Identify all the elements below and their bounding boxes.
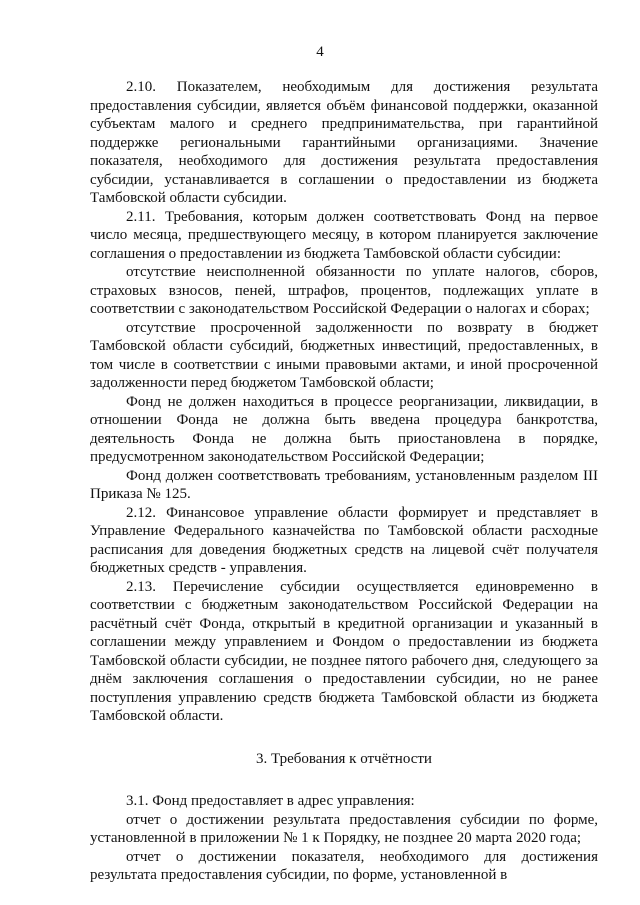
page-number: 4	[316, 44, 324, 60]
paragraph-2-13: 2.13. Перечисление субсидии осуществляется единовременно в соответствии с бюджетным законодательством Российской Федерации на расчётный счёт Фонда, открытый в кредитной организации и указанный в соглашении между управлением и Фондом о предоставлении из бюджета Тамбовской области субсидии, не позднее пятого рабочего дня, следующего за днём заключения соглашения о предоставлении субсидии, но не ранее поступления управлению средств бюджета Тамбовской области из бюджета Тамбовской области.	[90, 578, 598, 724]
paragraph-3-1: 3.1. Фонд предоставляет в адрес управления:	[126, 793, 415, 809]
paragraph-requirements: Фонд должен соответствовать требованиям, установленным разделом III Приказа № 125.	[90, 467, 598, 502]
paragraph-2-10: 2.10. Показателем, необходимым для достижения результата предоставления субсидии, является объём финансовой поддержки, оказанной субъектам малого и среднего предпринимательства, при гарантийной поддержке региональными гарантийными организациями. Значение показателя, необходимого для достижения результата предоставления субсидии, устанавливается в соглашении о предоставлении из бюджета Тамбовской области субсидии.	[90, 79, 598, 206]
document-body	[90, 78, 598, 885]
paragraph-2-11: 2.11. Требования, которым должен соответствовать Фонд на первое число месяца, предшествующего месяцу, в котором планируется заключение соглашения о предоставлении из бюджета Тамбовской области субсидии:	[90, 208, 598, 262]
paragraph-2-12: 2.12. Финансовое управление области формирует и представляет в Управление Федерального казначейства по Тамбовской области расходные расписания для доведения бюджетных средств на лицевой счёт получателя бюджетных средств - управления.	[90, 504, 598, 576]
paragraph-report-result: отчет о достижении результата предоставления субсидии по форме, установленной в приложении № 1 к Порядку, не позднее 20 марта 2020 года;	[90, 811, 598, 846]
paragraph-report-indicator: отчет о достижении показателя, необходимого для достижения результата предоставления субсидии, по форме, установленной в	[90, 848, 598, 883]
paragraph-overdue-debt: отсутствие просроченной задолженности по возврату в бюджет Тамбовской области субсидий, бюджетных инвестиций, предоставленных, в том числе в соответствии с иными правовыми актами, и иной просроченной задолженности перед бюджетом Тамбовской области;	[90, 319, 598, 391]
section-heading: 3. Требования к отчётности	[256, 750, 432, 767]
paragraph-reorganization: Фонд не должен находиться в процессе реорганизации, ликвидации, в отношении Фонда не должна быть введена процедура банкротства, деятельность Фонда не должна быть приостановлена в порядке, предусмотренном законодательством Российской Федерации;	[90, 393, 598, 465]
paragraph-tax-debt: отсутствие неисполненной обязанности по уплате налогов, сборов, страховых взносов, пеней, штрафов, процентов, подлежащих уплате в соответствии с законодательством Российской Федерации о налогах и сборах;	[90, 264, 598, 317]
